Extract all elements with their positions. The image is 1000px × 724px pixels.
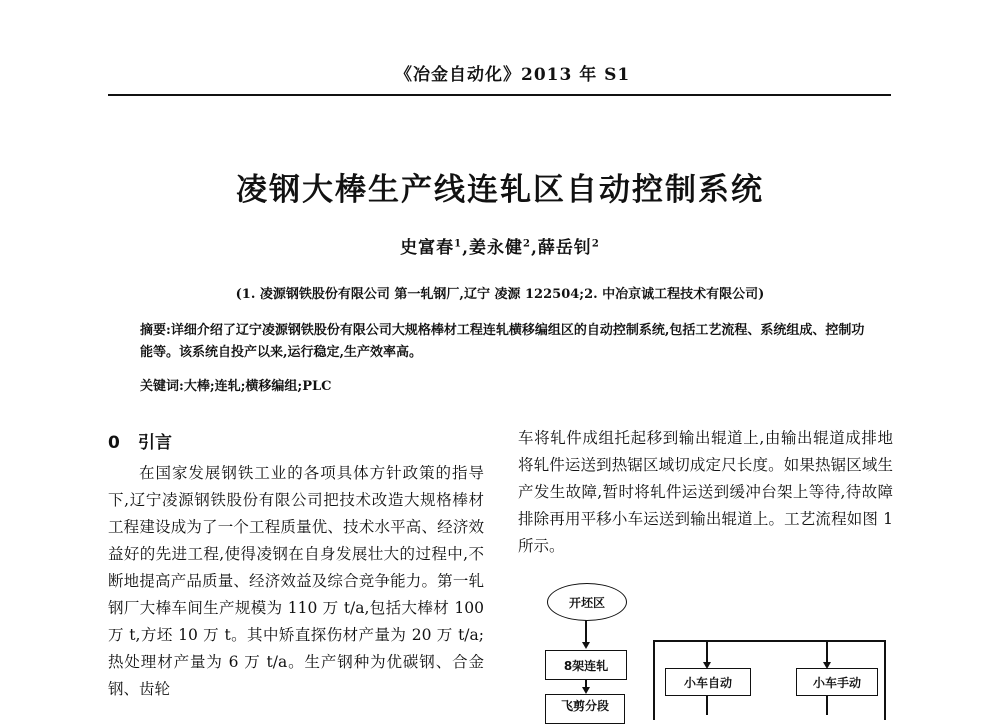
right-column [518,425,893,560]
flow-node-auto: 小车自动 [665,668,751,696]
author-name: 姜永健 [469,238,524,258]
arrow-down-icon [582,642,590,649]
abstract [140,320,865,364]
author-name: 史富春 [400,238,455,258]
flow-node-manual: 小车手动 [796,668,878,696]
process-paragraph: 车将轧件成组托起移到输出辊道上,由输出辊道成排地将轧件运送到热锯区域切成定尺长度。如果热锯区域生产发生故障,暂时将轧件运送到缓冲台架上等待,待故障排除再用平移小车运送到输出辊道上。工艺流程如图 1 所示。 [518,429,893,555]
keywords [140,375,865,394]
flow-connector [585,620,587,644]
journal-header: 《冶金自动化》2013 年 S1 [395,65,631,85]
flow-connector [706,695,708,715]
abstract-text: 详细介绍了辽宁凌源钢铁股份有限公司大规格棒材工程连轧横移编组区的自动控制系统,包括工艺流程、系统组成、控制功能等。该系统自投产以来,运行稳定,生产效率高。 [140,323,865,360]
keywords-label: 关键词: [140,379,184,394]
flow-node-next: 飞剪分段 [545,694,625,724]
left-column [108,428,484,703]
section-title: 引言 [138,433,172,453]
flow-connector [826,695,828,715]
introduction-paragraph: 在国家发展钢铁工业的各项具体方针政策的指导下,辽宁凌源钢铁股份有限公司把技术改造大规格棒材工程建设成为了一个工程质量优、技术水平高、经济效益好的先进工程,使得凌钢在自身发展壮大的过程中,不断地提高产品质量、经济效益及综合竞争能力。第一轧钢厂大棒车间生产规模为 110 万 t/a,包括大棒材 100 万 t,方坯 10 万 t。其中矫直探伤材产量为 20 万 t/a;热处理材产量为 6 万 t/a。生产钢种为优碳钢、合金钢、齿轮 [108,464,484,698]
author-affiliation-mark: 1 [454,238,463,250]
header-rule [108,94,891,96]
process-flowchart [518,570,898,713]
section-number: 0 [108,433,120,453]
author-list: 史富春$^1$,姜永健$^2$,薛岳钊$^2$ [400,238,600,258]
flow-branch-line [884,640,886,720]
author-affiliation-mark: 2 [523,238,531,250]
abstract-label: 摘要: [140,323,171,338]
affiliations: (1. 凌源钢铁股份有限公司 第一轧钢厂,辽宁 凌源 122504;2. 中冶京诚工程技术有限公司) [235,287,765,302]
flow-branch-line [653,640,885,642]
author-affiliation-mark: 2 [591,238,600,250]
flow-connector [826,640,828,664]
flow-node-mill: 8架连轧 [545,650,627,680]
author-name: 薛岳钊 [537,238,592,258]
flow-branch-line [653,640,655,720]
paper-title: 凌钢大棒生产线连轧区自动控制系统 [236,172,764,208]
section-heading [108,428,484,452]
flow-connector [706,640,708,664]
arrow-down-icon [582,687,590,694]
flow-node-start: 开坯区 [547,583,627,621]
keywords-text: 大棒;连轧;横移编组;PLC [183,379,332,394]
